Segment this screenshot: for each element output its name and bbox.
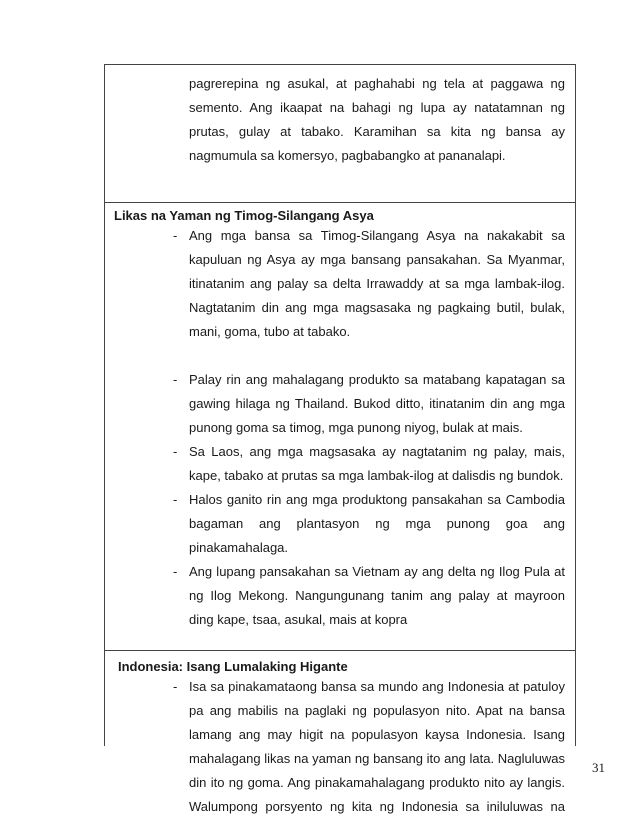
list-item-text: Sa Laos, ang mga magsasaka ay nagtatanim ng palay, mais, kape, tabako at prutas sa mga lambak-ilog at dalisdis ng bundok. — [189, 444, 565, 483]
continuation-paragraph: pagrerepina ng asukal, at paghahabi ng tela at paggawa ng semento. Ang ikaapat na bahagi ng lupa ay natatamnan ng prutas, gulay at tabako. Karamihan sa kita ng bansa ay nagmumula sa komersyo, pagbabangko at pananalapi. — [189, 76, 565, 163]
bullet-dash: - — [173, 372, 178, 387]
section-likas-na-yaman — [105, 202, 575, 651]
page-number: 31 — [592, 760, 605, 775]
list-item-text: Ang mga bansa sa Timog-Silangang Asya na nakakabit sa kapuluan ng Asya ay mga bansang pansakahan. Sa Myanmar, itinatanim ang palay sa delta Irrawaddy at sa mga lambak-ilog. Nagtatanim din ang mga magsasaka ng pagkaing butil, bulak, mani, goma, tubo at tabako. — [189, 228, 565, 339]
bullet-dash: - — [173, 679, 178, 694]
section-indonesia — [105, 650, 575, 814]
section-heading: Indonesia: Isang Lumalaking Higante — [118, 659, 348, 674]
content-table — [104, 64, 576, 814]
list-item-text: Palay rin ang mahalagang produkto sa matabang kapatagan sa gawing hilaga ng Thailand. Bukod ditto, itinatanim din ang mga punong goma sa timog, mga punong niyog, bulak at mais. — [189, 372, 565, 435]
list-item-text: Halos ganito rin ang mga produktong pansakahan sa Cambodia bagaman ang plantasyon ng mga punong goa ang pinakamahalaga. — [189, 492, 565, 555]
bullet-dash: - — [173, 444, 178, 459]
bullet-dash: - — [173, 492, 178, 507]
list-item-text: Ang lupang pansakahan sa Vietnam ay ang delta ng Ilog Pula at ng Ilog Mekong. Nangungunang tanim ang palay at mayroon ding kape, tsaa, asukal, mais at kopra — [189, 564, 565, 627]
section-continuation — [105, 65, 575, 202]
list-item-text: Isa sa pinakamataong bansa sa mundo ang Indonesia at patuloy pa ang mabilis na paglaki ng populasyon nito. Apat na bansa lamang ang may higit na populasyon kaysa Indonesia. Isang mahalagang likas na yaman ng bansang ito ang lata. Nagluluwas din ito ng goma. Ang pinakamahalagang produkto nito ay langis. Walumpong porsyento ng kita ng Indonesia sa iniluluwas na — [189, 679, 565, 814]
bullet-dash: - — [173, 564, 178, 579]
section-heading: Likas na Yaman ng Timog-Silangang Asya — [114, 208, 374, 223]
bullet-dash: - — [173, 228, 178, 243]
